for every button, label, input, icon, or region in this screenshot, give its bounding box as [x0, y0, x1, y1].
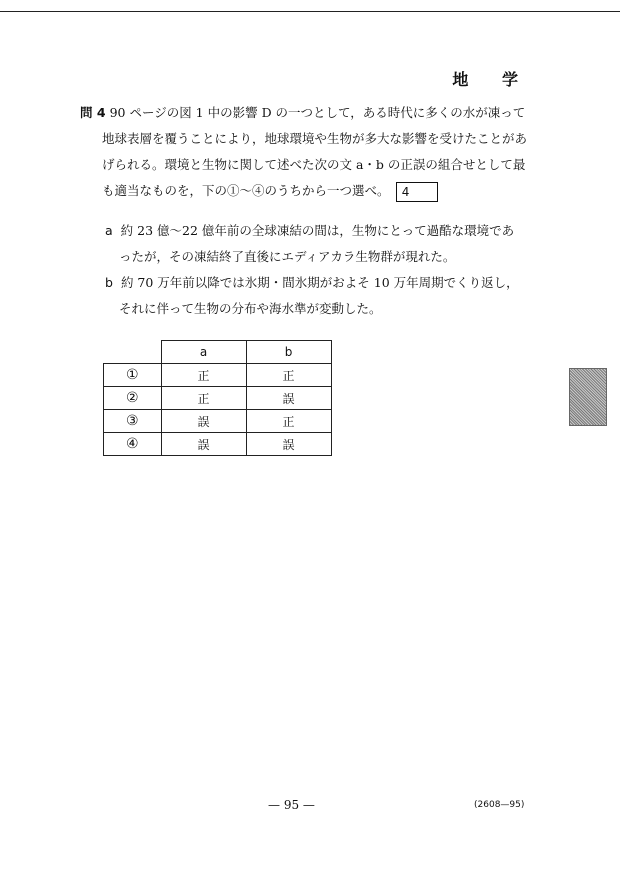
table-row — [104, 387, 332, 410]
question-paragraph — [80, 100, 530, 204]
table-corner — [104, 341, 162, 364]
answer-choice-table — [103, 340, 332, 456]
answer-box: 4 — [396, 182, 438, 202]
section-index-tab — [569, 368, 607, 426]
table-header-row — [104, 341, 332, 364]
choice-number: ③ — [104, 410, 162, 433]
table-row — [104, 410, 332, 433]
choice-number: ④ — [104, 433, 162, 456]
question-text: 90 ページの図 1 中の影響 D の一つとして，ある時代に多くの水が凍って地球表層を覆うことにより，地球環境や生物が多大な影響を受けたことがあげられる。環境と生物に関して述べた次の文 a・b の正誤の組合せとして最も適当なものを，下の①～④のうちから一つ選べ。 — [102, 105, 528, 198]
choice-number: ② — [104, 387, 162, 410]
cell-b: 誤 — [246, 433, 331, 456]
table-row — [104, 364, 332, 387]
top-rule — [0, 11, 620, 12]
table-row — [104, 433, 332, 456]
cell-a: 正 — [161, 364, 246, 387]
column-header-b: b — [246, 341, 331, 364]
cell-a: 誤 — [161, 433, 246, 456]
choice-number: ① — [104, 364, 162, 387]
cell-a: 正 — [161, 387, 246, 410]
statement-b — [105, 270, 525, 322]
statement-a — [105, 218, 525, 270]
subject-heading: 地 学 — [452, 70, 532, 89]
statement-text: 約 23 億～22 億年前の全球凍結の間は，生物にとって過酷な環境であったが，その凍結終了直後にエディアカラ生物群が現れた。 — [119, 223, 515, 264]
cell-b: 正 — [246, 364, 331, 387]
statement-list — [105, 218, 525, 322]
cell-a: 誤 — [161, 410, 246, 433]
statement-label: b — [105, 275, 113, 290]
cell-b: 正 — [246, 410, 331, 433]
question-block — [80, 100, 530, 204]
page-number: — 95 — — [268, 798, 315, 812]
document-code: (2608—95) — [474, 800, 525, 810]
statement-label: a — [105, 223, 113, 238]
question-number: 問 4 — [80, 105, 106, 120]
cell-b: 誤 — [246, 387, 331, 410]
column-header-a: a — [161, 341, 246, 364]
statement-text: 約 70 万年前以降では氷期・間氷期がおよそ 10 万年周期でくり返し，それに伴って生物の分布や海水準が変動した。 — [119, 275, 519, 316]
